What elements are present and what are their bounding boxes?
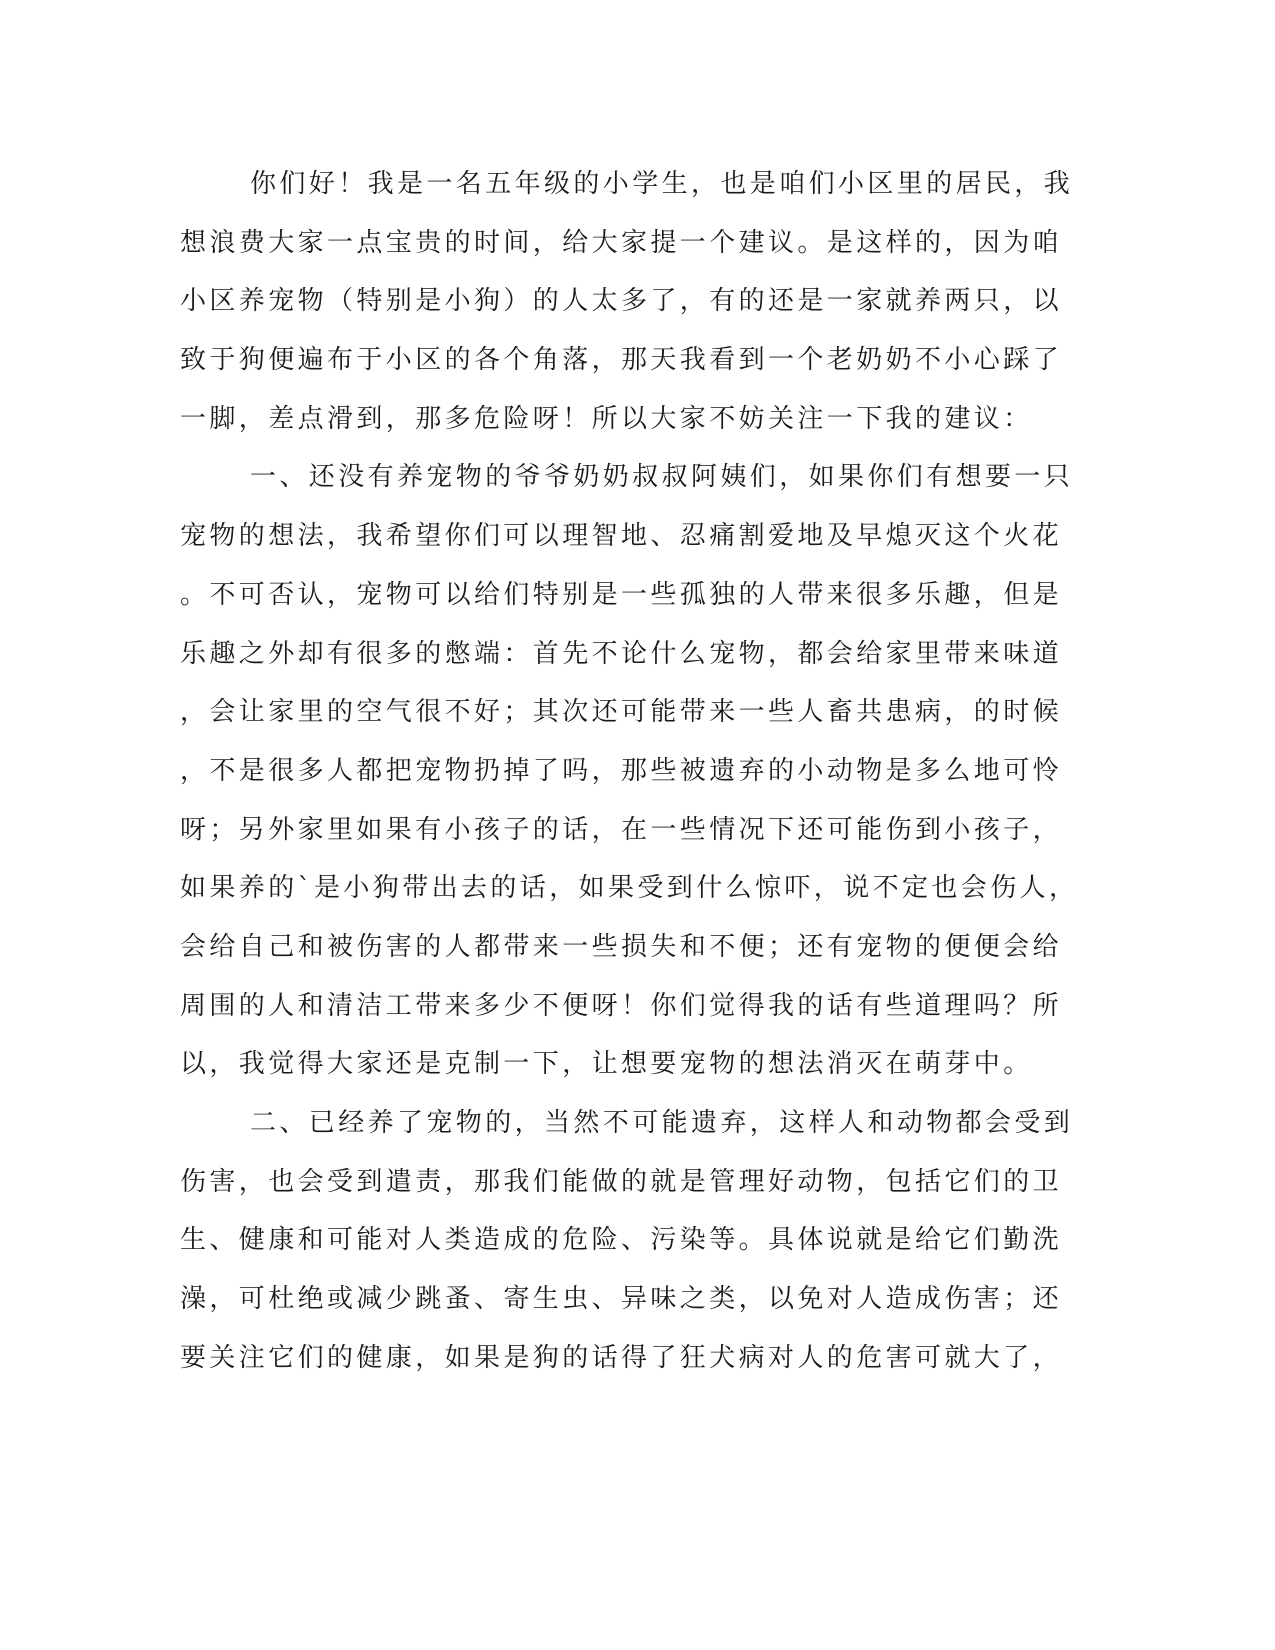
body-text — [180, 155, 1079, 1387]
text-line: 。不可否认，宠物可以给们特别是一些孤独的人带来很多乐趣，但是 — [180, 579, 1063, 610]
text-line: 呀；另外家里如果有小孩子的话，在一些情况下还可能伤到小孩子， — [180, 814, 1063, 845]
text-line: ，会让家里的空气很不好；其次还可能带来一些人畜共患病，的时候 — [180, 697, 1063, 728]
text-line: 伤害，也会受到遣责，那我们能做的就是管理好动物，包括它们的卫 — [180, 1166, 1063, 1197]
text-line: 生、健康和可能对人类造成的危险、污染等。具体说就是给它们勤洗 — [180, 1225, 1063, 1256]
text-line: 二、已经养了宠物的，当然不可能遗弃，这样人和动物都会受到 — [250, 1108, 1074, 1138]
text-line: 要关注它们的健康，如果是狗的话得了狂犬病对人的危害可就大了， — [180, 1342, 1063, 1373]
text-line: 致于狗便遍布于小区的各个角落，那天我看到一个老奶奶不小心踩了 — [180, 345, 1063, 376]
text-line: 小区养宠物（特别是小狗）的人太多了，有的还是一家就养两只，以 — [180, 286, 1063, 317]
text-line: 澡，可杜绝或减少跳蚤、寄生虫、异味之类，以免对人造成伤害；还 — [180, 1284, 1063, 1315]
text-line: 以，我觉得大家还是克制一下，让想要宠物的想法消灭在萌芽中。 — [180, 1049, 1033, 1080]
text-line: ，不是很多人都把宠物扔掉了吗，那些被遗弃的小动物是多么地可怜 — [180, 755, 1063, 786]
text-line: 会给自己和被伤害的人都带来一些损失和不便；还有宠物的便便会给 — [180, 931, 1063, 962]
text-line: 想浪费大家一点宝贵的时间，给大家提一个建议。是这样的，因为咱 — [180, 227, 1063, 258]
text-line: 周围的人和清洁工带来多少不便呀！你们觉得我的话有些道理吗？所 — [180, 990, 1063, 1021]
text-line: 如果养的`是小狗带出去的话，如果受到什么惊吓，说不定也会伤人， — [180, 873, 1079, 904]
text-line: 宠物的想法，我希望你们可以理智地、忍痛割爱地及早熄灭这个火花 — [180, 521, 1063, 552]
text-line: 一脚，差点滑到，那多危险呀！所以大家不妨关注一下我的建议： — [180, 403, 1033, 434]
text-line: 你们好！我是一名五年级的小学生，也是咱们小区里的居民，我 — [250, 169, 1074, 199]
text-line: 乐趣之外却有很多的憋端：首先不论什么宠物，都会给家里带来味道 — [180, 638, 1063, 669]
text-line: 一、还没有养宠物的爷爷奶奶叔叔阿姨们，如果你们有想要一只 — [250, 462, 1074, 493]
